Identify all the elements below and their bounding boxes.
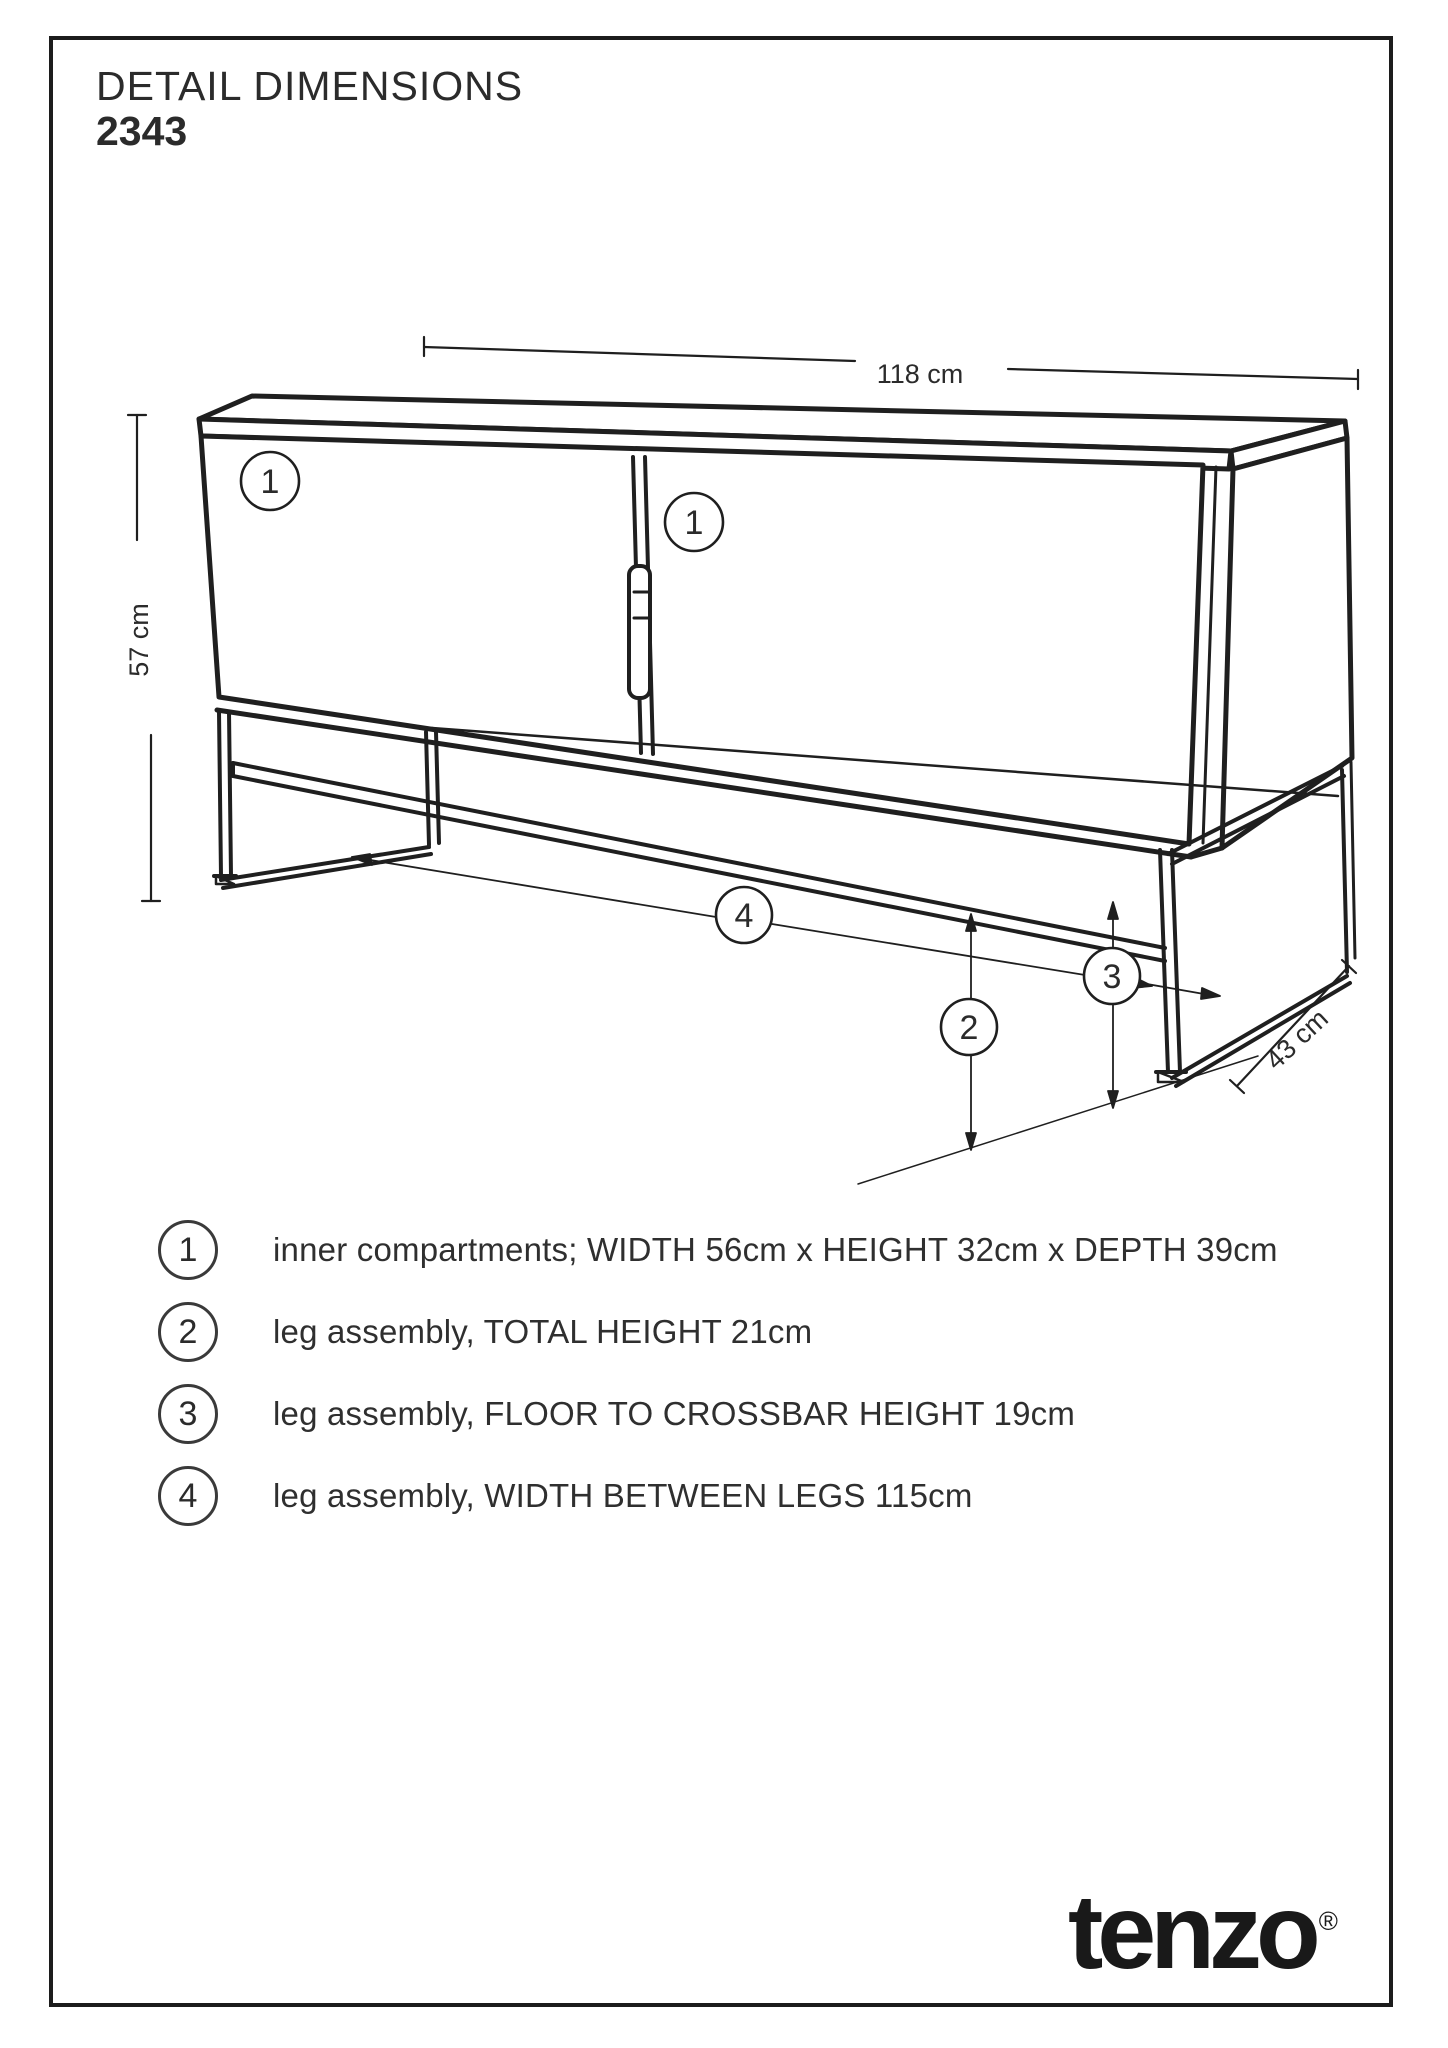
legend-number-2: 2: [178, 1312, 198, 1351]
legend-circle-3: [158, 1384, 218, 1444]
door-handle: [629, 566, 650, 698]
legend-text-3: leg assembly, FLOOR TO CROSSBAR HEIGHT 19cm: [273, 1395, 1076, 1432]
legend-number-4: 4: [178, 1476, 198, 1515]
product-number: 2343: [96, 108, 188, 154]
brand-wordmark: tenzo: [1068, 1873, 1315, 1991]
dim-depth-label: 43 cm: [1259, 1003, 1334, 1076]
dim-width-label: 118 cm: [876, 359, 964, 389]
legend-circle-4: [158, 1466, 218, 1526]
callout-2: 2: [959, 1009, 979, 1047]
legend-number-3: 3: [178, 1394, 198, 1433]
legend-text-4: leg assembly, WIDTH BETWEEN LEGS 115cm: [273, 1477, 973, 1514]
legend-text-1: inner compartments; WIDTH 56cm x HEIGHT 32cm x DEPTH 39cm: [273, 1231, 1278, 1268]
callout-3: 3: [1102, 958, 1122, 996]
callout-1-right: 1: [684, 504, 704, 542]
dim-height-label: 57 cm: [124, 603, 154, 677]
registered-mark: ®: [1318, 1906, 1338, 1936]
legend-text-2: leg assembly, TOTAL HEIGHT 21cm: [273, 1313, 813, 1350]
legend-circle-1: [158, 1220, 218, 1280]
legend-circle-2: [158, 1302, 218, 1362]
callout-4: 4: [734, 897, 754, 935]
floor-reference-line: [858, 1056, 1258, 1184]
legend-item-3: [158, 1384, 1075, 1444]
legend-item-4: [158, 1466, 973, 1526]
legend-number-1: 1: [178, 1230, 198, 1269]
legend-item-2: [158, 1302, 812, 1362]
callout-1-left: 1: [260, 463, 280, 501]
tenzo-logo: [1068, 1872, 1338, 1993]
page-title: DETAIL DIMENSIONS: [96, 63, 524, 109]
legend-item-1: [158, 1220, 1278, 1280]
